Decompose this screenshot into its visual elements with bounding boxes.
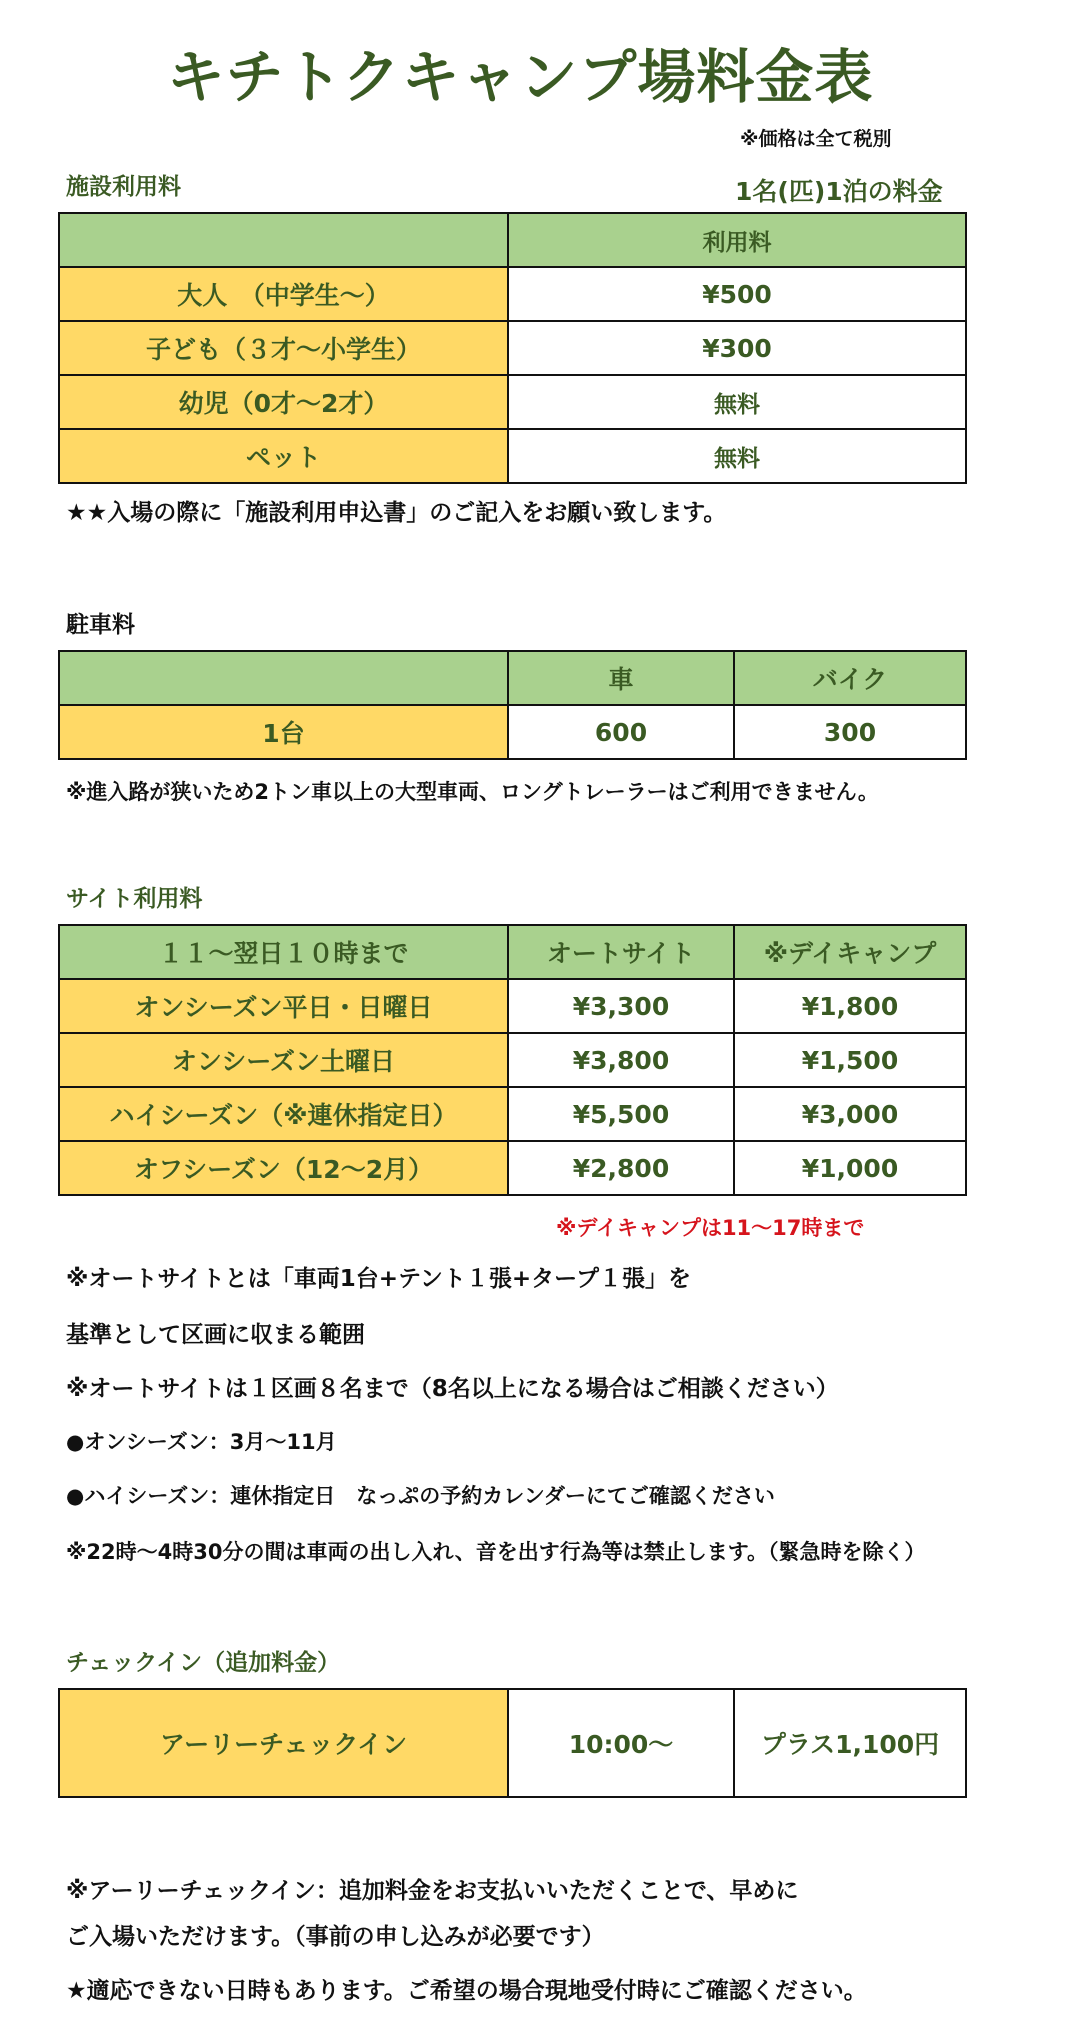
header-cell-time: １１〜翌日１０時まで [59,925,508,979]
table-row [59,429,966,483]
row-label: オンシーズン平日・日曜日 [59,979,508,1033]
header-cell-empty [59,651,508,705]
row-day-fee: ¥1,800 [734,979,966,1033]
header-cell-bike: バイク [734,651,966,705]
table-row [59,267,966,321]
facility-heading: 施設利用料 [66,174,181,200]
checkin-note: ご入場いただけます。（事前の申し込みが必要です） [66,1924,605,1950]
facility-unit-note: 1名(匹)1泊の料金 [735,177,943,206]
row-time: 10:00〜 [508,1689,734,1797]
site-note: ※オートサイトとは「車両1台+テント１張+タープ１張」を [66,1266,691,1292]
row-bike-fee: 300 [734,705,966,759]
row-day-fee: ¥3,000 [734,1087,966,1141]
row-auto-fee: ¥3,300 [508,979,734,1033]
table-row [59,1689,966,1797]
parking-heading: 駐車料 [66,612,135,638]
row-auto-fee: ¥3,800 [508,1033,734,1087]
header-cell-car: 車 [508,651,734,705]
parking-note: ※進入路が狭いため2トン車以上の大型車両、ロングトレーラーはご利用できません。 [66,780,879,804]
header-cell-fee: 利用料 [508,213,966,267]
table-row [59,1141,966,1195]
parking-fee-table [58,650,967,760]
site-fee-table [58,924,967,1196]
row-auto-fee: ¥2,800 [508,1141,734,1195]
table-header-row [59,213,966,267]
row-car-fee: 600 [508,705,734,759]
row-label: 幼児（0才〜2才） [59,375,508,429]
header-cell-auto-site: オートサイト [508,925,734,979]
row-fee: 無料 [508,429,966,483]
table-header-row [59,925,966,979]
row-label: 1台 [59,705,508,759]
facility-fee-table [58,212,967,484]
table-header-row [59,651,966,705]
row-label: 子ども（３才〜小学生） [59,321,508,375]
daycamp-note: ※デイキャンプは11〜17時まで [556,1216,865,1240]
page-title: キチトクキャンプ場料金表 [166,43,874,111]
site-note: 基準として区画に収まる範囲 [66,1322,365,1348]
header-cell-empty [59,213,508,267]
facility-note: ★★入場の際に「施設利用申込書」のご記入をお願い致します。 [66,500,727,526]
row-day-fee: ¥1,000 [734,1141,966,1195]
table-row [59,1033,966,1087]
row-fee: ¥500 [508,267,966,321]
site-note: ●オンシーズン：3月〜11月 [66,1430,337,1454]
row-label: ペット [59,429,508,483]
row-day-fee: ¥1,500 [734,1033,966,1087]
row-price: プラス1,100円 [734,1689,966,1797]
site-note: ※オートサイトは１区画８名まで（8名以上になる場合はご相談ください） [66,1376,839,1402]
table-row [59,1087,966,1141]
site-heading: サイト利用料 [66,886,203,912]
row-label: オフシーズン（12〜2月） [59,1141,508,1195]
checkin-note: ★適応できない日時もあります。ご希望の場合現地受付時にご確認ください。 [66,1978,867,2004]
table-row [59,375,966,429]
row-label: ハイシーズン（※連休指定日） [59,1087,508,1141]
row-label: アーリーチェックイン [59,1689,508,1797]
table-row [59,979,966,1033]
header-cell-day-camp: ※デイキャンプ [734,925,966,979]
tax-note: ※価格は全て税別 [740,128,892,150]
row-auto-fee: ¥5,500 [508,1087,734,1141]
table-row [59,705,966,759]
checkin-note: ※アーリーチェックイン：追加料金をお支払いいただくことで、早めに [66,1878,799,1904]
table-row [59,321,966,375]
checkin-fee-table [58,1688,967,1798]
site-note: ●ハイシーズン：連休指定日 なっぷの予約カレンダーにてご確認ください [66,1484,775,1508]
checkin-heading: チェックイン（追加料金） [66,1650,341,1676]
row-fee: ¥300 [508,321,966,375]
row-label: 大人 （中学生〜） [59,267,508,321]
row-label: オンシーズン土曜日 [59,1033,508,1087]
site-note: ※22時〜4時30分の間は車両の出し入れ、音を出す行為等は禁止します。（緊急時を除く） [66,1540,926,1564]
row-fee: 無料 [508,375,966,429]
